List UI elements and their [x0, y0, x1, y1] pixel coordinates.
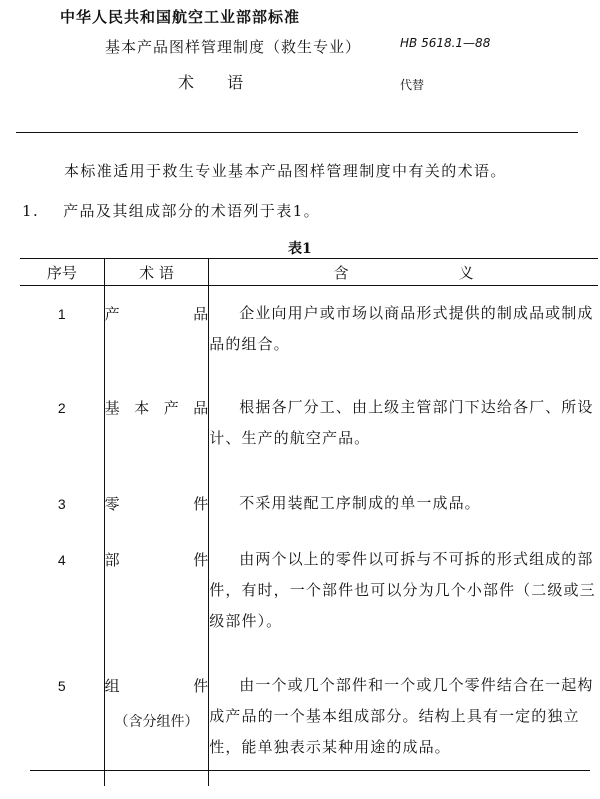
row-definition-text: 根据各厂分工、由上级主管部门下达给各厂、所设计、生产的航空产品。: [209, 398, 594, 447]
table-header-row: [20, 259, 598, 286]
row-definition-text: 由两个以上的零件以可拆与不可拆的形式组成的部件，有时，一个部件也可以分为几个小部件（二级或三级部件）。: [209, 550, 596, 630]
row-term: 基本产品: [104, 384, 209, 482]
row-term-cell: [104, 664, 209, 786]
header-definition: [209, 259, 598, 286]
table-row: [20, 286, 598, 385]
row-term: 零件: [104, 482, 209, 540]
row-term: 产品: [104, 286, 209, 385]
row-number: 2: [20, 384, 104, 482]
standard-title: 基本产品图样管理制度（救生专业）: [105, 38, 362, 56]
row-term: 组件: [104, 677, 209, 695]
clause-number: 1.: [22, 202, 40, 220]
table-row: [20, 540, 598, 664]
row-definition-text: 由一个或几个部件和一个或几个零件结合在一起构成产品的一个基本组成部分。结构上具有一定的独立性，能单独表示某种用途的成品。: [209, 676, 594, 756]
scope-paragraph: 本标准适用于救生专业基本产品图样管理制度中有关的术语。: [64, 162, 507, 180]
table-bottom-rule: [30, 770, 590, 771]
row-definition: [209, 286, 598, 385]
row-definition: [209, 540, 598, 664]
header-term: 术 语: [104, 259, 209, 286]
clause-1: [22, 200, 320, 221]
table-row: [20, 482, 598, 540]
row-definition: [209, 384, 598, 482]
row-definition-text: 企业向用户或市场以商品形式提供的制成品或制成品的组合。: [209, 304, 594, 353]
row-definition-text: 不采用装配工序制成的单一成品。: [239, 494, 481, 512]
terms-table: [20, 258, 598, 786]
clause-text: 产品及其组成部分的术语列于表1。: [63, 202, 321, 220]
header-definition-a: 含: [333, 263, 349, 282]
standard-organization: 中华人民共和国航空工业部部标准: [60, 8, 301, 26]
header-definition-b: 义: [458, 263, 474, 282]
row-definition: [209, 664, 598, 786]
row-number: 4: [20, 540, 104, 664]
standard-code: HB 5618.1—88: [400, 36, 491, 50]
table-row: [20, 664, 598, 786]
header-divider: [16, 132, 578, 133]
table-row: [20, 384, 598, 482]
row-term-note: （含分组件）: [114, 714, 199, 730]
standard-subtitle: 术 语: [178, 73, 258, 92]
header-no: 序号: [20, 259, 104, 286]
table-caption: 表1: [288, 241, 312, 257]
row-number: 1: [20, 286, 104, 385]
replaces-label: 代替: [400, 78, 425, 92]
row-number: 5: [20, 664, 104, 786]
row-number: 3: [20, 482, 104, 540]
row-definition: [209, 482, 598, 540]
row-term: 部件: [104, 540, 209, 664]
